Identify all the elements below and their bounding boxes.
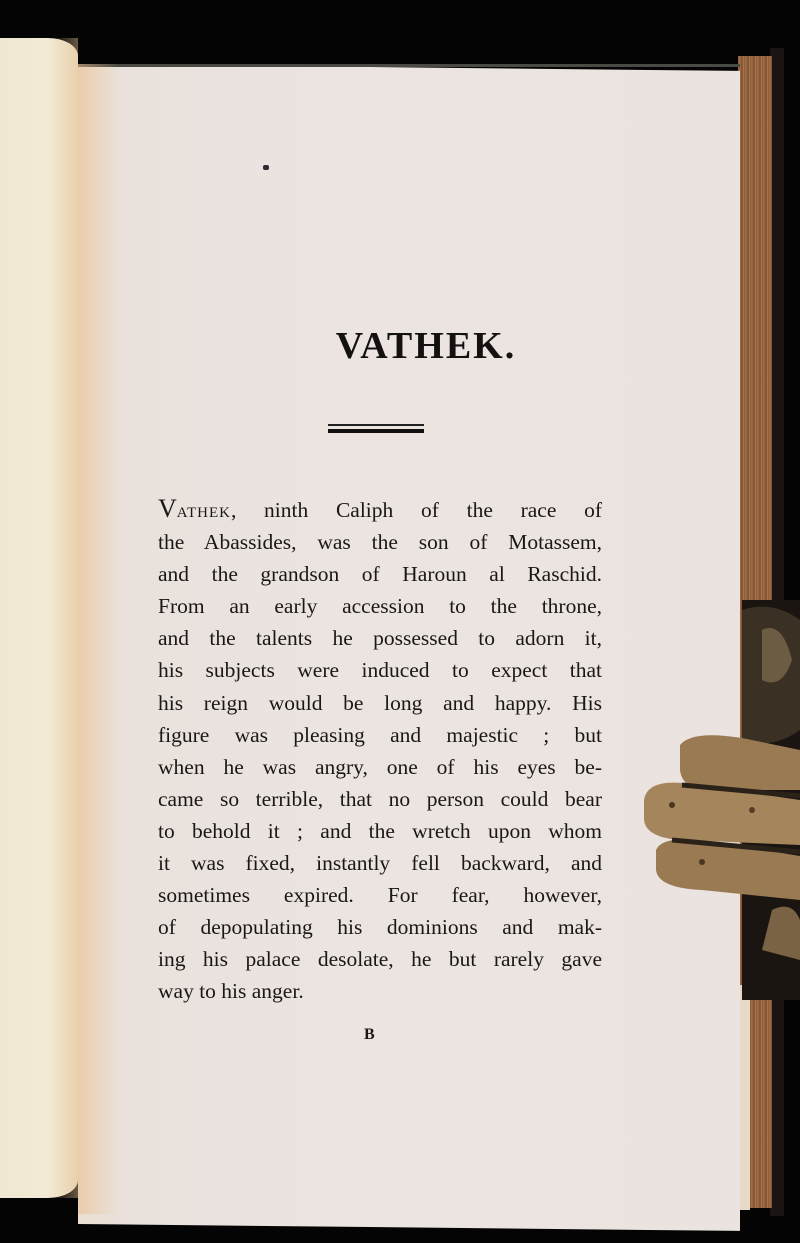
ink-speck [263, 165, 269, 170]
text-line: sometimes expired. For fear, however, [158, 883, 602, 908]
text-line: and the talents he possessed to adorn it, [158, 626, 602, 651]
text-line [158, 493, 602, 526]
chapter-title [0, 324, 800, 368]
text-line: From an early accession to the throne, [158, 594, 602, 619]
text-line: his reign would be long and happy. His [158, 690, 602, 715]
text-line: ing his palace desolate, he but rarely gave [158, 947, 602, 972]
text-line: way to his anger. [158, 979, 304, 1004]
brass-hand-clip [642, 600, 800, 1000]
left-page [0, 38, 78, 1198]
line-text: , ninth Caliph of the race of [230, 498, 602, 522]
title-rule-thin [328, 424, 424, 426]
text-line: when he was angry, one of his eyes be- [158, 754, 602, 779]
text-line: it was fixed, instantly fell backward, and [158, 851, 602, 876]
signature-mark: B [364, 1026, 375, 1043]
title-rule-thick [328, 429, 424, 433]
page-top-edge [78, 64, 740, 67]
body-paragraph [158, 493, 602, 1008]
drop-capital: V [158, 494, 177, 523]
text-line: figure was pleasing and majestic ; but [158, 722, 602, 747]
text-line: and the grandson of Haroun al Raschid. [158, 562, 602, 587]
opening-word: athek [176, 498, 231, 522]
text-line: his subjects were induced to expect that [158, 658, 602, 683]
text-line: of depopulating his dominions and mak- [158, 915, 602, 940]
page-stack [740, 985, 750, 1210]
text-line: to behold it ; and the wretch upon whom [158, 818, 602, 843]
gutter-shadow [78, 64, 118, 1214]
title-text: VATHEK. [335, 325, 517, 367]
text-line: the Abassides, was the son of Motassem, [158, 530, 602, 555]
text-line: came so terrible, that no person could bear [158, 786, 602, 811]
